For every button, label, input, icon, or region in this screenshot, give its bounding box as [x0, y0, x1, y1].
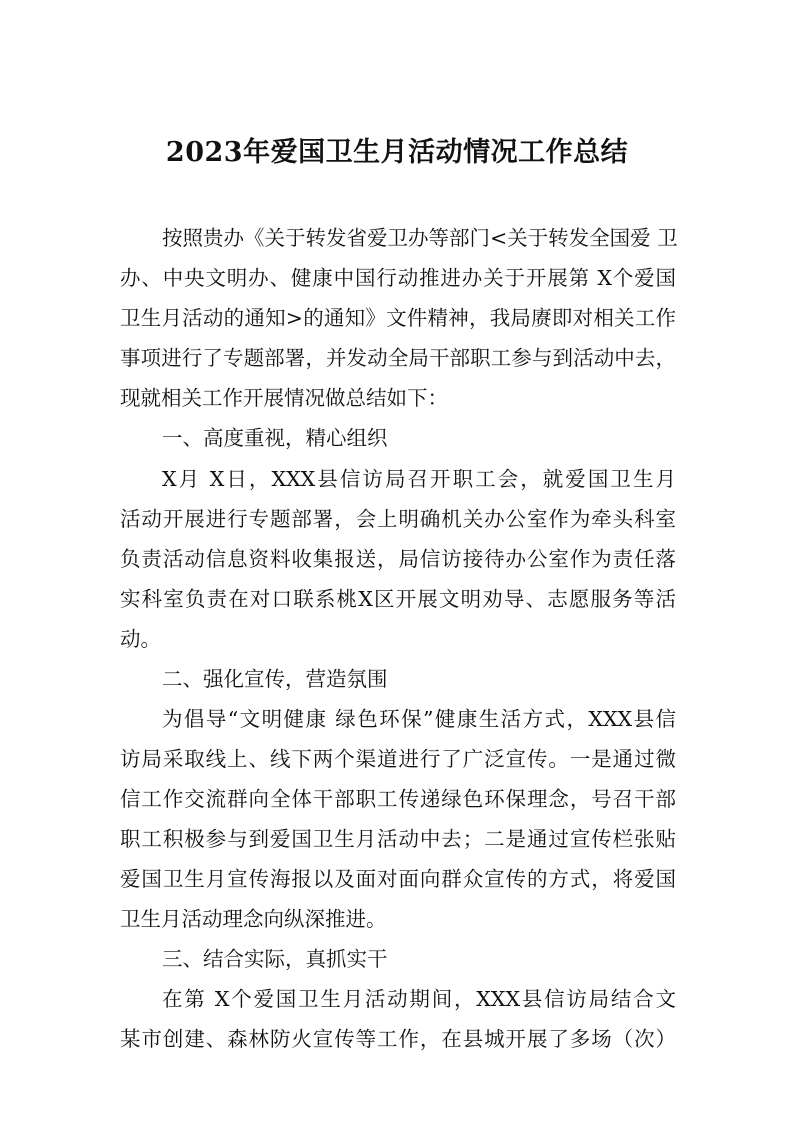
paragraph-line: 活动开展进行专题部署，会上明确机关办公室作为牵头科室 [120, 507, 676, 531]
paragraph-line: 按照贵办《关于转发省爱卫办等部门<关于转发全国爱 卫 [162, 226, 678, 250]
paragraph-line: 卫生月活动理念向纵深推进。 [120, 907, 387, 931]
paragraph-line: 实科室负责在对口联系桃X区开展文明劝导、志愿服务等活 [120, 587, 676, 611]
paragraph-line: 办、中央文明办、健康中国行动推进办关于开展第 X个爱国 [120, 266, 676, 290]
section-heading: 二、强化宣传，营造氛围 [162, 667, 388, 691]
paragraph-line: 卫生月活动的通知>的通知》文件精神，我局赓即对相关工作 [120, 306, 676, 330]
paragraph-line: 现就相关工作开展情况做总结如下： [120, 386, 448, 410]
document-title: 2023年爱国卫生月活动情况工作总结 [165, 137, 629, 168]
paragraph-line: 某市创建、森林防火宣传等工作，在县城开展了多场（次） [120, 1027, 676, 1051]
paragraph-line: 职工积极参与到爱国卫生月活动中去；二是通过宣传栏张贴 [120, 827, 676, 851]
paragraph-line: 爱国卫生月宣传海报以及面对面向群众宣传的方式，将爱国 [120, 867, 676, 891]
paragraph-line: 动。 [120, 627, 161, 651]
paragraph-line: 负责活动信息资料收集报送，局信访接待办公室作为责任落 [120, 547, 676, 571]
paragraph-line: 为倡导“文明健康 绿色环保”健康生活方式，XXX县信 [162, 707, 676, 731]
paragraph-line: 事项进行了专题部署，并发动全局干部职工参与到活动中去， [120, 346, 676, 370]
section-heading: 一、高度重视，精心组织 [162, 426, 388, 450]
paragraph-line: 在第 X个爱国卫生月活动期间，XXX县信访局结合文 [162, 987, 676, 1011]
paragraph-line: 访局采取线上、线下两个渠道进行了广泛宣传。一是通过微 [120, 747, 676, 771]
paragraph-line: X月 X日，XXX县信访局召开职工会，就爱国卫生月 [162, 467, 676, 491]
paragraph-line: 信工作交流群向全体干部职工传递绿色环保理念，号召干部 [120, 787, 676, 811]
section-heading: 三、结合实际，真抓实干 [162, 947, 388, 971]
